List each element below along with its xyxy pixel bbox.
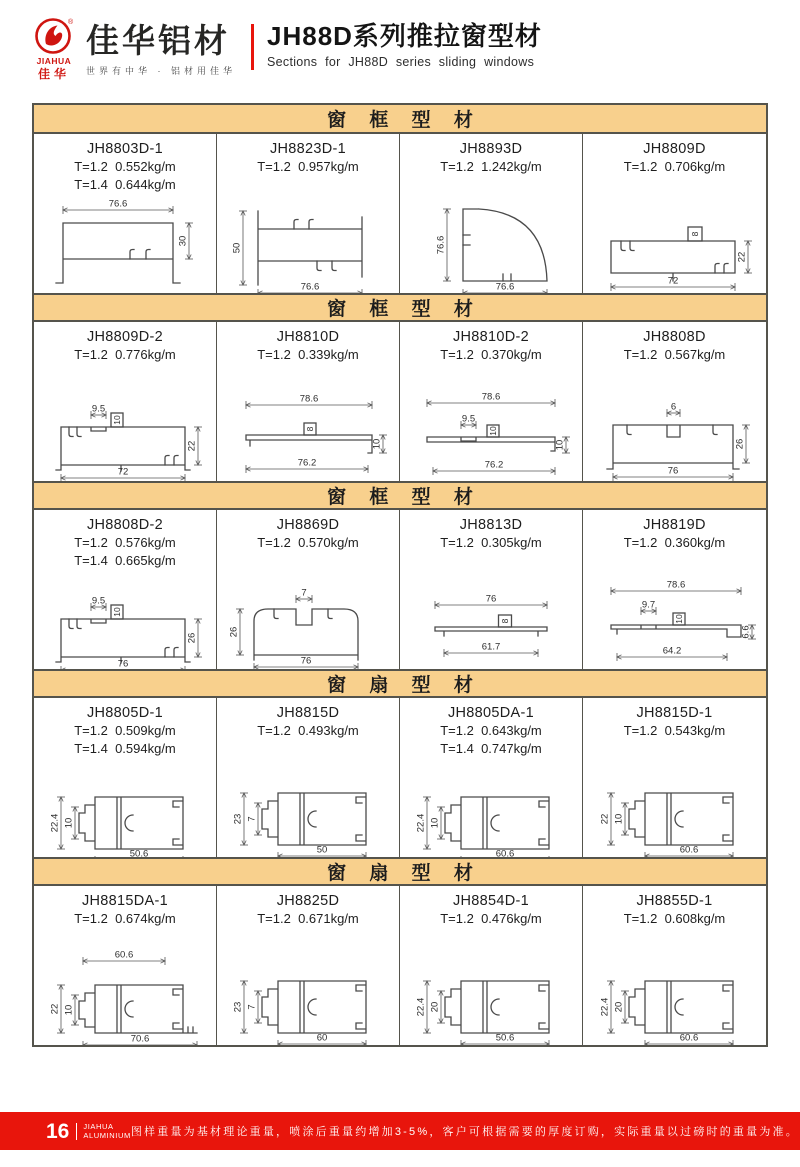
page-footer (0, 1112, 800, 1150)
profile-specs (440, 534, 542, 552)
profile-section (34, 857, 766, 1045)
company-logo (30, 16, 236, 80)
page-number: 16 (46, 1119, 70, 1143)
svg-text:60: 60 (316, 1032, 328, 1044)
profile-drawing (217, 941, 400, 1045)
profile-cell (400, 698, 583, 857)
profile-specs (624, 158, 726, 176)
svg-text:8: 8 (305, 426, 315, 432)
svg-text:7: 7 (246, 1004, 258, 1010)
svg-text:72: 72 (667, 275, 678, 287)
svg-text:10: 10 (488, 426, 498, 436)
profile-specs (624, 910, 726, 928)
svg-text:50: 50 (316, 844, 328, 856)
profile-drawing (583, 941, 766, 1045)
profile-cell (217, 698, 400, 857)
section-body (34, 886, 766, 1045)
svg-text:60.6: 60.6 (495, 848, 515, 857)
profile-drawing (400, 189, 583, 293)
svg-text:20: 20 (429, 1001, 441, 1013)
profile-cell (34, 698, 217, 857)
svg-text:9.5: 9.5 (91, 595, 106, 607)
profile-code: JH8808D-2 (86, 517, 164, 533)
profile-code: JH8805DA-1 (447, 705, 534, 721)
svg-text:78.6: 78.6 (481, 391, 501, 403)
profile-specs (257, 346, 359, 364)
profile-specs (257, 534, 359, 552)
svg-text:10: 10 (112, 607, 122, 617)
section-title: 窗 扇 型 材 (327, 675, 482, 696)
spec-line: T=1.2 0.360kg/m (623, 535, 726, 550)
profile-drawing (217, 377, 400, 481)
profile-drawing (217, 753, 400, 857)
svg-text:23: 23 (232, 1001, 244, 1013)
spec-line: T=1.2 0.339kg/m (257, 347, 359, 362)
section-body (34, 510, 766, 669)
section-header-bar (34, 669, 766, 698)
profile-specs (257, 722, 359, 740)
profile-drawing (400, 377, 583, 481)
svg-text:23: 23 (232, 813, 244, 825)
svg-text:76.6: 76.6 (435, 235, 447, 255)
profiles-table (32, 103, 768, 1047)
profile-drawing (34, 569, 217, 669)
profile-code: JH8813D (459, 517, 523, 533)
page-header (30, 16, 770, 82)
profile-code: JH8805D-1 (86, 705, 164, 721)
svg-text:10: 10 (63, 817, 75, 829)
svg-text:26: 26 (186, 632, 198, 644)
logo-name-cn: 佳华 (37, 66, 70, 81)
spec-line: T=1.4 0.665kg/m (74, 552, 176, 568)
svg-text:70.6: 70.6 (130, 1033, 150, 1045)
profile-drawing (583, 753, 766, 857)
svg-text:9.5: 9.5 (91, 403, 106, 415)
profile-cell (34, 322, 217, 481)
svg-text:76.6: 76.6 (300, 281, 320, 293)
profile-cell (217, 322, 400, 481)
profile-specs (74, 722, 176, 757)
spec-line: T=1.2 0.776kg/m (74, 347, 176, 362)
profile-drawing (34, 757, 217, 857)
profile-drawing (34, 941, 217, 1045)
spec-line: T=1.2 0.671kg/m (257, 911, 359, 926)
svg-text:8: 8 (500, 618, 510, 624)
profile-specs (74, 346, 176, 364)
svg-text:26: 26 (734, 438, 745, 450)
profile-code: JH8815DA-1 (81, 893, 168, 909)
profile-specs (440, 722, 542, 757)
svg-text:6: 6 (670, 401, 676, 413)
svg-text:50.6: 50.6 (129, 848, 149, 857)
profile-cell (400, 322, 583, 481)
spec-line: T=1.2 0.608kg/m (623, 911, 726, 926)
svg-text:22: 22 (49, 1003, 61, 1015)
svg-text:9.5: 9.5 (461, 413, 476, 425)
svg-text:7: 7 (301, 587, 307, 599)
footer-brand (83, 1122, 131, 1140)
profile-code: JH8809D (643, 141, 706, 157)
svg-text:22: 22 (736, 251, 747, 263)
profile-code: JH8810D (276, 329, 340, 345)
svg-text:60.6: 60.6 (114, 949, 134, 961)
profile-cell (34, 886, 217, 1045)
footer-note: 图样重量为基材理论重量，喷涂后重量约增加3-5%，客户可根据需要的厚度订购，实际重量以过磅时的重量为准。 (130, 1126, 799, 1138)
svg-text:76.6: 76.6 (495, 281, 515, 293)
brand-tagline: 世界有中华 · 铝材用佳华 (86, 66, 236, 76)
profile-drawing (217, 565, 400, 669)
svg-text:30: 30 (177, 235, 189, 247)
spec-line: T=1.2 0.476kg/m (440, 911, 542, 926)
profile-drawing (583, 377, 766, 481)
profile-cell (34, 510, 217, 669)
svg-text:76: 76 (485, 593, 497, 605)
svg-text:50: 50 (231, 242, 243, 254)
profile-cell (583, 322, 766, 481)
profile-drawing (400, 941, 583, 1045)
profile-cell (34, 134, 217, 293)
spec-line: T=1.2 0.370kg/m (440, 347, 542, 362)
svg-text:6.6: 6.6 (740, 625, 751, 639)
section-header-bar (34, 293, 766, 322)
svg-text:20: 20 (613, 1001, 624, 1013)
svg-text:78.6: 78.6 (299, 393, 319, 405)
profile-specs (74, 910, 176, 928)
spec-line: T=1.4 0.594kg/m (74, 740, 176, 756)
svg-text:7: 7 (246, 816, 258, 822)
profile-drawing (34, 193, 217, 293)
section-body (34, 322, 766, 481)
profile-specs (257, 910, 359, 928)
profile-cell (583, 698, 766, 857)
svg-text:22.4: 22.4 (415, 813, 427, 833)
profile-drawing (583, 189, 766, 293)
section-title: 窗 框 型 材 (327, 110, 482, 131)
spec-line: T=1.2 0.706kg/m (623, 159, 726, 174)
profile-code: JH8815D (276, 705, 340, 721)
profile-cell (217, 886, 400, 1045)
spec-line: T=1.2 1.242kg/m (440, 159, 542, 174)
profile-cell (400, 886, 583, 1045)
profile-drawing (217, 189, 400, 293)
svg-text:22: 22 (186, 440, 198, 452)
profile-section (34, 293, 766, 481)
profile-code: JH8855D-1 (636, 893, 713, 909)
svg-text:76: 76 (117, 658, 129, 669)
svg-text:10: 10 (554, 439, 566, 451)
logo-name-en: JIAHUA (36, 56, 72, 66)
spec-line: T=1.2 0.567kg/m (623, 347, 726, 362)
svg-text:10: 10 (429, 817, 441, 829)
svg-text:22.4: 22.4 (415, 997, 427, 1017)
spec-line: T=1.2 0.493kg/m (257, 723, 359, 738)
svg-text:10: 10 (673, 614, 684, 624)
profile-section (34, 481, 766, 669)
svg-text:22: 22 (599, 813, 610, 825)
svg-text:61.7: 61.7 (481, 641, 501, 653)
brand-name: 佳华铝材 (86, 22, 230, 59)
svg-text:22.4: 22.4 (49, 813, 61, 833)
profile-drawing (400, 757, 583, 857)
svg-text:50.6: 50.6 (495, 1032, 515, 1044)
spec-line: T=1.2 0.957kg/m (257, 159, 359, 174)
profile-cell (583, 510, 766, 669)
svg-text:22.4: 22.4 (599, 997, 610, 1017)
svg-text:8: 8 (689, 231, 700, 237)
svg-text:78.6: 78.6 (666, 579, 685, 591)
page-title: JH88D系列推拉窗型材 (267, 21, 542, 51)
profile-code: JH8854D-1 (452, 893, 530, 909)
profile-specs (440, 346, 542, 364)
svg-text:60.6: 60.6 (679, 844, 698, 856)
svg-text:10: 10 (371, 438, 383, 450)
spec-line: T=1.2 0.576kg/m (74, 535, 176, 550)
spec-line: T=1.2 0.509kg/m (74, 723, 176, 738)
svg-text:10: 10 (613, 813, 624, 825)
jiahua-flame-icon (34, 16, 74, 56)
profile-code: JH8815D-1 (636, 705, 713, 721)
page-subtitle: Sections for JH88D series sliding windows (267, 54, 535, 69)
section-header-bar (34, 857, 766, 886)
profile-cell (217, 134, 400, 293)
profile-code: JH8810D-2 (452, 329, 530, 345)
header-red-divider (251, 24, 254, 70)
svg-text:9.7: 9.7 (641, 599, 655, 611)
svg-text:60.6: 60.6 (679, 1032, 698, 1044)
section-body (34, 134, 766, 293)
section-title: 窗 框 型 材 (327, 487, 482, 508)
profile-code: JH8819D (643, 517, 706, 533)
profile-code: JH8825D (276, 893, 340, 909)
profile-section (34, 105, 766, 293)
profile-cell (400, 510, 583, 669)
profile-specs (74, 534, 176, 569)
footer-divider (76, 1123, 77, 1140)
profile-code: JH8803D-1 (86, 141, 164, 157)
svg-text:76: 76 (300, 655, 312, 667)
svg-text:72: 72 (117, 466, 129, 478)
profile-specs (624, 534, 726, 552)
profile-drawing (34, 377, 217, 481)
profile-cell (583, 134, 766, 293)
profile-drawing (400, 565, 583, 669)
profile-specs (440, 910, 542, 928)
registered-mark: ® (68, 19, 74, 26)
profile-specs (257, 158, 359, 176)
profile-section (34, 669, 766, 857)
spec-line: T=1.2 0.674kg/m (74, 911, 176, 926)
svg-text:64.2: 64.2 (662, 645, 681, 657)
footer-brand-line2: ALUMINIUM (83, 1131, 131, 1140)
profile-code: JH8869D (276, 517, 340, 533)
profile-code: JH8808D (643, 329, 706, 345)
footer-brand-line1: JIAHUA (83, 1122, 114, 1131)
svg-text:76.6: 76.6 (108, 198, 128, 210)
svg-text:10: 10 (112, 415, 122, 425)
section-header-bar (34, 481, 766, 510)
svg-text:76: 76 (667, 465, 678, 477)
profile-specs (624, 722, 726, 740)
spec-line: T=1.2 0.570kg/m (257, 535, 359, 550)
spec-line: T=1.2 0.543kg/m (623, 723, 726, 738)
spec-line: T=1.4 0.747kg/m (440, 740, 542, 756)
profile-code: JH8809D-2 (86, 329, 164, 345)
profile-specs (624, 346, 726, 364)
spec-line: T=1.2 0.305kg/m (440, 535, 542, 550)
section-body (34, 698, 766, 857)
spec-line: T=1.2 0.552kg/m (74, 159, 176, 174)
spec-line: T=1.4 0.644kg/m (74, 176, 176, 192)
profile-cell (400, 134, 583, 293)
profile-cell (583, 886, 766, 1045)
spec-line: T=1.2 0.643kg/m (440, 723, 542, 738)
section-header-bar (34, 105, 766, 134)
svg-text:76.2: 76.2 (484, 459, 504, 471)
svg-text:76.2: 76.2 (297, 457, 317, 469)
profile-specs (74, 158, 176, 193)
profile-code: JH8823D-1 (269, 141, 347, 157)
profile-cell (217, 510, 400, 669)
profile-code: JH8893D (459, 141, 523, 157)
svg-text:10: 10 (63, 1004, 75, 1016)
profile-specs (440, 158, 542, 176)
section-title: 窗 框 型 材 (327, 299, 482, 320)
profile-drawing (583, 565, 766, 669)
section-title: 窗 扇 型 材 (327, 863, 482, 884)
svg-text:26: 26 (228, 626, 240, 638)
